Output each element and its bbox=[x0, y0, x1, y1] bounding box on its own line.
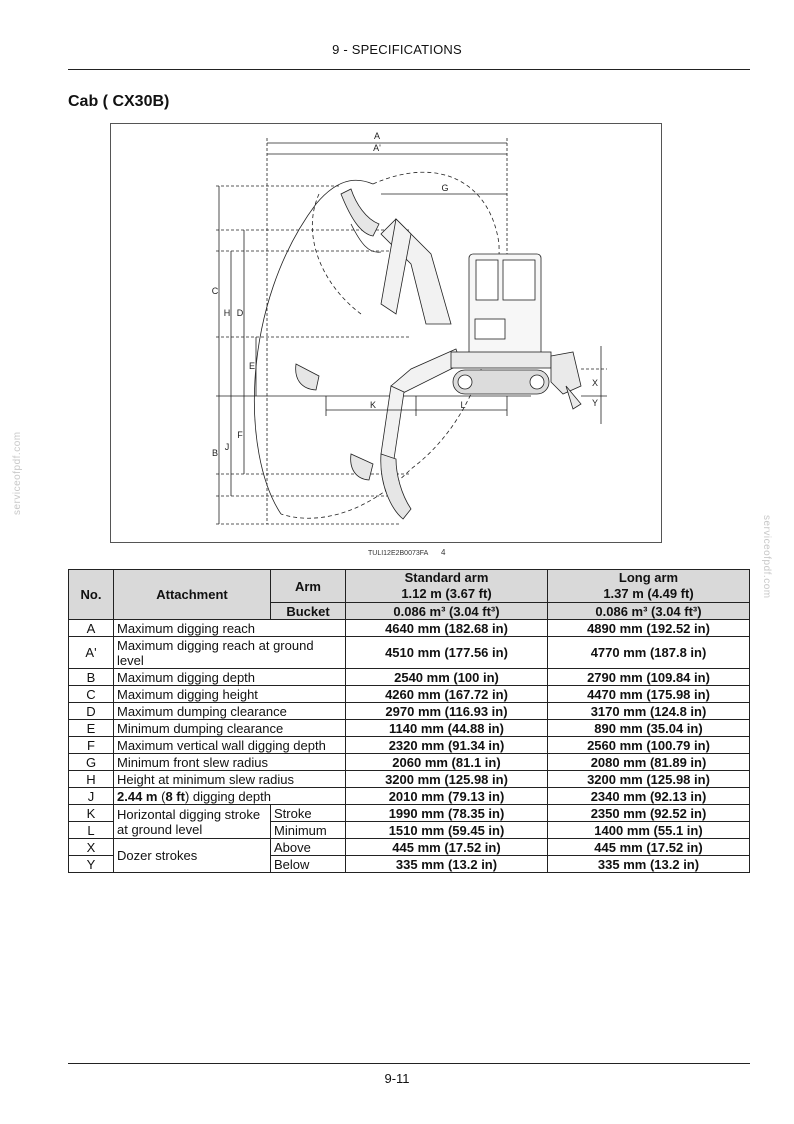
row-standard: 2010 mm (79.13 in) bbox=[346, 788, 548, 805]
row-long: 1400 mm (55.1 in) bbox=[548, 822, 750, 839]
row-attachment: Maximum vertical wall digging depth bbox=[114, 737, 346, 754]
row-standard: 3200 mm (125.98 in) bbox=[346, 771, 548, 788]
row-attachment: Maximum dumping clearance bbox=[114, 703, 346, 720]
table-row bbox=[69, 703, 750, 720]
table-row bbox=[69, 839, 750, 856]
row-attachment: Maximum digging depth bbox=[114, 669, 346, 686]
label-Y: Y bbox=[591, 398, 599, 408]
depth-imperial: 8 ft bbox=[165, 788, 185, 804]
row-standard: 4260 mm (167.72 in) bbox=[346, 686, 548, 703]
long-arm-size: 1.37 m (4.49 ft) bbox=[603, 586, 694, 601]
row-standard: 1140 mm (44.88 in) bbox=[346, 720, 548, 737]
row-no: J bbox=[69, 788, 114, 805]
row-attachment: Maximum digging reach at ground level bbox=[114, 637, 346, 669]
label-H: H bbox=[223, 308, 231, 318]
row-standard: 2060 mm (81.1 in) bbox=[346, 754, 548, 771]
header-no: No. bbox=[69, 570, 114, 620]
table-row bbox=[69, 720, 750, 737]
row-attachment: Dozer strokes bbox=[114, 839, 271, 873]
label-D: D bbox=[236, 308, 244, 318]
label-F: F bbox=[237, 430, 243, 440]
table-row bbox=[69, 754, 750, 771]
row-standard: 4510 mm (177.56 in) bbox=[346, 637, 548, 669]
row-standard: 2320 mm (91.34 in) bbox=[346, 737, 548, 754]
row-long: 890 mm (35.04 in) bbox=[548, 720, 750, 737]
row-attachment: Horizontal digging stroke at ground level bbox=[114, 805, 271, 839]
row-standard: 2540 mm (100 in) bbox=[346, 669, 548, 686]
row-long: 2080 mm (81.89 in) bbox=[548, 754, 750, 771]
label-G: G bbox=[441, 183, 449, 193]
section-title: Cab ( CX30B) bbox=[68, 93, 170, 110]
row-no: Y bbox=[69, 856, 114, 873]
row-long: 3200 mm (125.98 in) bbox=[548, 771, 750, 788]
row-no: C bbox=[69, 686, 114, 703]
long-arm-title: Long arm bbox=[618, 570, 679, 585]
header-long-bucket: 0.086 m³ (3.04 ft³) bbox=[548, 603, 750, 620]
label-X: X bbox=[591, 378, 599, 388]
watermark-right: serviceofpdf.com bbox=[761, 515, 772, 599]
label-A: A bbox=[373, 131, 381, 141]
table-row bbox=[69, 788, 750, 805]
header-bucket: Bucket bbox=[271, 603, 346, 620]
row-no: B bbox=[69, 669, 114, 686]
watermark-left: serviceofpdf.com bbox=[12, 431, 23, 515]
header-standard-arm bbox=[346, 570, 548, 603]
row-standard: 4640 mm (182.68 in) bbox=[346, 620, 548, 637]
header-attachment: Attachment bbox=[114, 570, 271, 620]
depth-metric: 2.44 m bbox=[117, 788, 158, 804]
table-row bbox=[69, 737, 750, 754]
row-attachment: Height at minimum slew radius bbox=[114, 771, 346, 788]
excavator-dimension-diagram bbox=[110, 123, 662, 543]
row-no: E bbox=[69, 720, 114, 737]
table-row bbox=[69, 637, 750, 669]
row-subattachment: Stroke bbox=[271, 805, 346, 822]
row-long: 2560 mm (100.79 in) bbox=[548, 737, 750, 754]
row-subattachment: Minimum bbox=[271, 822, 346, 839]
header-long-arm bbox=[548, 570, 750, 603]
row-long: 2790 mm (109.84 in) bbox=[548, 669, 750, 686]
row-long: 2340 mm (92.13 in) bbox=[548, 788, 750, 805]
table-row bbox=[69, 686, 750, 703]
row-subattachment: Above bbox=[271, 839, 346, 856]
row-long: 4770 mm (187.8 in) bbox=[548, 637, 750, 669]
table-row bbox=[69, 805, 750, 822]
row-standard: 1990 mm (78.35 in) bbox=[346, 805, 548, 822]
row-standard: 445 mm (17.52 in) bbox=[346, 839, 548, 856]
row-long: 335 mm (13.2 in) bbox=[548, 856, 750, 873]
figure-number: 4 bbox=[441, 548, 446, 557]
row-long: 3170 mm (124.8 in) bbox=[548, 703, 750, 720]
row-attachment: Maximum digging reach bbox=[114, 620, 346, 637]
header-rule bbox=[68, 69, 750, 70]
header-arm: Arm bbox=[271, 570, 346, 603]
row-attachment: Minimum front slew radius bbox=[114, 754, 346, 771]
label-J: J bbox=[224, 442, 230, 452]
row-standard: 1510 mm (59.45 in) bbox=[346, 822, 548, 839]
standard-arm-title: Standard arm bbox=[404, 570, 489, 585]
table-row bbox=[69, 620, 750, 637]
row-attachment: Maximum digging height bbox=[114, 686, 346, 703]
header-standard-bucket: 0.086 m³ (3.04 ft³) bbox=[346, 603, 548, 620]
label-Aprime: A' bbox=[373, 143, 381, 153]
row-subattachment: Below bbox=[271, 856, 346, 873]
running-header: 9 - SPECIFICATIONS bbox=[332, 42, 462, 57]
row-long: 4890 mm (192.52 in) bbox=[548, 620, 750, 637]
row-standard: 2970 mm (116.93 in) bbox=[346, 703, 548, 720]
table-row bbox=[69, 669, 750, 686]
label-K: K bbox=[369, 400, 377, 410]
row-no: D bbox=[69, 703, 114, 720]
row-no: A bbox=[69, 620, 114, 637]
row-long: 4470 mm (175.98 in) bbox=[548, 686, 750, 703]
label-B: B bbox=[211, 448, 219, 458]
page-number: 9-11 bbox=[384, 1071, 410, 1086]
row-no: G bbox=[69, 754, 114, 771]
row-no: H bbox=[69, 771, 114, 788]
table-row bbox=[69, 771, 750, 788]
row-no: X bbox=[69, 839, 114, 856]
row-long: 445 mm (17.52 in) bbox=[548, 839, 750, 856]
row-attachment: Minimum dumping clearance bbox=[114, 720, 346, 737]
label-C: C bbox=[211, 286, 219, 296]
label-L: L bbox=[460, 400, 466, 410]
specifications-table bbox=[68, 569, 750, 873]
depth-suffix: ) digging depth bbox=[184, 788, 271, 804]
table-header-row bbox=[69, 570, 750, 603]
row-no: F bbox=[69, 737, 114, 754]
standard-arm-size: 1.12 m (3.67 ft) bbox=[401, 586, 492, 601]
label-E: E bbox=[248, 361, 256, 371]
row-standard: 335 mm (13.2 in) bbox=[346, 856, 548, 873]
row-no: K bbox=[69, 805, 114, 822]
row-long: 2350 mm (92.52 in) bbox=[548, 805, 750, 822]
depth-separator: ( bbox=[157, 788, 166, 804]
row-attachment bbox=[114, 788, 346, 805]
figure-caption: TULI12E2B0073FA bbox=[368, 550, 429, 557]
diagram-drawing bbox=[111, 124, 661, 542]
footer-rule bbox=[68, 1063, 750, 1064]
row-no: L bbox=[69, 822, 114, 839]
row-no: A' bbox=[69, 637, 114, 669]
